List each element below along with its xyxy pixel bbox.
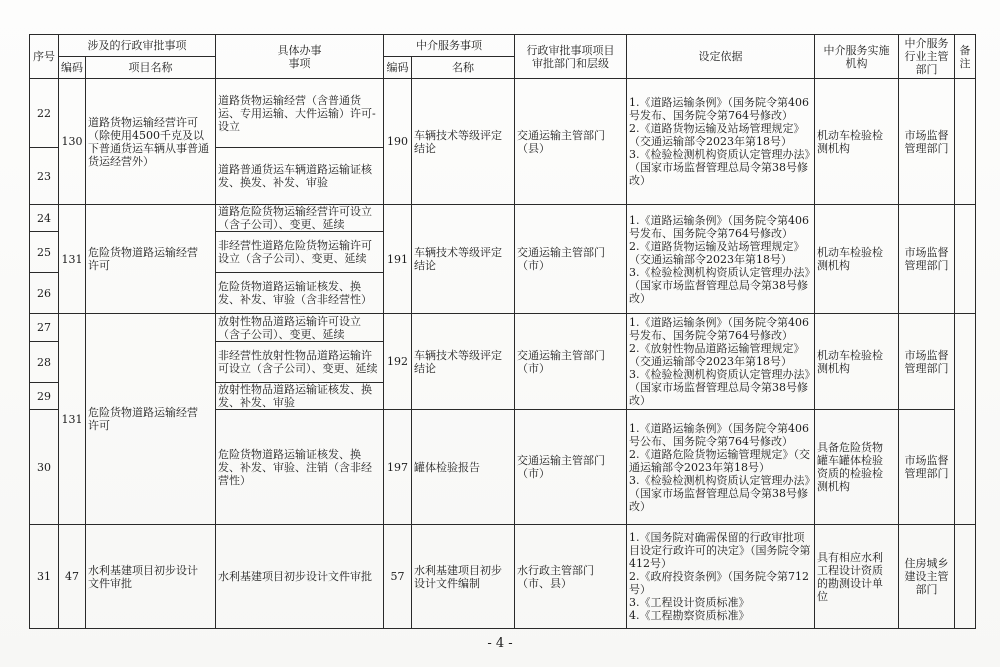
header-basis: 设定依据 bbox=[627, 35, 815, 79]
row-service-code: 57 bbox=[384, 525, 412, 629]
row-remarks bbox=[955, 79, 976, 205]
row-seq: 22 bbox=[30, 79, 59, 148]
row-task: 放射性物品道路运输证核发、换发、补发、审验 bbox=[216, 383, 384, 410]
header-service-code: 编码 bbox=[384, 57, 412, 79]
header-service-group: 中介服务事项 bbox=[384, 35, 515, 57]
row-industry: 市场监督 管理部门 bbox=[899, 314, 955, 410]
row-basis: 1.《道路运输条例》（国务院令第406号发布、国务院令第764号修改） 2.《道路货物运输及站场管理规定》（交通运输部令2023年第18号） 3.《检验检测机构资质认定管理办法》（国家市场监督管理总局令第38号修改） bbox=[627, 205, 815, 314]
header-row-1 bbox=[30, 35, 976, 57]
row-task: 危险货物道路运输证核发、换发、补发、审验（含非经营性） bbox=[216, 273, 384, 314]
header-org: 中介服务实施 机构 bbox=[815, 35, 899, 79]
row-item-name: 危险货物道路运输经营 许可 bbox=[86, 205, 216, 314]
row-dept: 交通运输主管部门 （市） bbox=[515, 410, 627, 525]
row-industry: 市场监督 管理部门 bbox=[899, 79, 955, 205]
header-item-name: 项目名称 bbox=[86, 57, 216, 79]
row-basis: 1.《国务院对确需保留的行政审批项目设定行政许可的决定》（国务院令第412号） 2.《政府投资条例》（国务院令第712号） 3.《工程设计资质标准》 4.《工程勘察资质标准》 bbox=[627, 525, 815, 629]
row-org: 机动车检验检 测机构 bbox=[815, 314, 899, 410]
header-seq: 序号 bbox=[30, 35, 59, 79]
row-remarks bbox=[955, 314, 976, 525]
row-basis: 1.《道路运输条例》（国务院令第406号公布、国务院令第764号修改） 2.《道路危险货物运输管理规定》（交通运输部令2023年第18号） 3.《检验检测机构资质认定管理办法》（国家市场监督管理总局令第38号修改） bbox=[627, 410, 815, 525]
row-item-name: 危险货物道路运输经营 许可 bbox=[86, 314, 216, 525]
row-org: 机动车检验检 测机构 bbox=[815, 79, 899, 205]
row-item-name: 水利基建项目初步设计 文件审批 bbox=[86, 525, 216, 629]
row-seq: 29 bbox=[30, 383, 59, 410]
row-seq: 28 bbox=[30, 342, 59, 383]
row-seq: 25 bbox=[30, 232, 59, 273]
row-service-code: 192 bbox=[384, 314, 412, 410]
row-service-name: 罐体检验报告 bbox=[412, 410, 515, 525]
table-row bbox=[30, 314, 976, 342]
row-seq: 24 bbox=[30, 205, 59, 232]
row-remarks bbox=[955, 525, 976, 629]
row-seq: 30 bbox=[30, 410, 59, 525]
row-industry: 住房城乡 建设主管 部门 bbox=[899, 525, 955, 629]
table-row bbox=[30, 79, 976, 148]
row-code: 131 bbox=[59, 205, 86, 314]
header-admin-group: 涉及的行政审批事项 bbox=[59, 35, 216, 57]
row-seq: 26 bbox=[30, 273, 59, 314]
row-service-name: 车辆技术等级评定 结论 bbox=[412, 79, 515, 205]
header-industry-dept: 中介服务 行业主管 部门 bbox=[899, 35, 955, 79]
row-task: 非经营性放射性物品道路运输许可设立（含子公司）、变更、延续 bbox=[216, 342, 384, 383]
row-task: 危险货物道路运输证核发、换发、补发、审验、注销（含非经营性） bbox=[216, 410, 384, 525]
row-service-code: 197 bbox=[384, 410, 412, 525]
row-service-name: 水利基建项目初步 设计文件编制 bbox=[412, 525, 515, 629]
header-service-name: 名称 bbox=[412, 57, 515, 79]
row-org: 具备危险货物 罐车罐体检验 资质的检验检 测机构 bbox=[815, 410, 899, 525]
row-basis: 1.《道路运输条例》（国务院令第406号发布、国务院令第764号修改） 2.《道路货物运输及站场管理规定》（交通运输部令2023年第18号） 3.《检验检测机构资质认定管理办法》（国家市场监督管理总局令第38号修改） bbox=[627, 79, 815, 205]
row-dept: 交通运输主管部门 （市） bbox=[515, 205, 627, 314]
row-task: 道路危险货物运输经营许可设立（含子公司）、变更、延续 bbox=[216, 205, 384, 232]
row-service-name: 车辆技术等级评定 结论 bbox=[412, 314, 515, 410]
row-industry: 市场监督 管理部门 bbox=[899, 410, 955, 525]
row-seq: 27 bbox=[30, 314, 59, 342]
header-dept-level: 行政审批事项项目 审批部门和层级 bbox=[515, 35, 627, 79]
row-code: 130 bbox=[59, 79, 86, 205]
row-org: 具有相应水利 工程设计资质 的勘测设计单 位 bbox=[815, 525, 899, 629]
approval-items-table bbox=[29, 34, 976, 629]
table-row bbox=[30, 525, 976, 629]
header-code: 编码 bbox=[59, 57, 86, 79]
row-seq: 23 bbox=[30, 148, 59, 205]
row-code: 131 bbox=[59, 314, 86, 525]
page-number: - 4 - bbox=[487, 636, 513, 651]
row-dept: 交通运输主管部门 （县） bbox=[515, 79, 627, 205]
row-code: 47 bbox=[59, 525, 86, 629]
row-remarks bbox=[955, 205, 976, 314]
row-service-name: 车辆技术等级评定 结论 bbox=[412, 205, 515, 314]
row-task: 道路货物运输经营（含普通货运、专用运输、大件运输）许可-设立 bbox=[216, 79, 384, 148]
row-service-code: 190 bbox=[384, 79, 412, 205]
row-basis: 1.《道路运输条例》（国务院令第406号发布、国务院令第764号修改） 2.《放射性物品道路运输管理规定》（交通运输部令2023年第18号） 3.《检验检测机构资质认定管理办法》（国家市场监督管理总局令第38号修改） bbox=[627, 314, 815, 410]
row-industry: 市场监督 管理部门 bbox=[899, 205, 955, 314]
row-org: 机动车检验检 测机构 bbox=[815, 205, 899, 314]
row-task: 道路普通货运车辆道路运输证核发、换发、补发、审验 bbox=[216, 148, 384, 205]
row-task: 非经营性道路危险货物运输许可设立（含子公司）、变更、延续 bbox=[216, 232, 384, 273]
row-dept: 水行政主管部门 （市、县） bbox=[515, 525, 627, 629]
row-dept: 交通运输主管部门 （市） bbox=[515, 314, 627, 410]
row-item-name: 道路货物运输经营许可 （除使用4500千克及以 下普通货运车辆从事普通 货运经营外） bbox=[86, 79, 216, 205]
row-service-code: 191 bbox=[384, 205, 412, 314]
row-seq: 31 bbox=[30, 525, 59, 629]
header-remarks: 备 注 bbox=[955, 35, 976, 79]
row-task: 水利基建项目初步设计文件审批 bbox=[216, 525, 384, 629]
row-task: 放射性物品道路运输许可设立（含子公司）、变更、延续 bbox=[216, 314, 384, 342]
header-specific-item: 具体办事 事项 bbox=[216, 35, 384, 79]
table-row bbox=[30, 205, 976, 232]
